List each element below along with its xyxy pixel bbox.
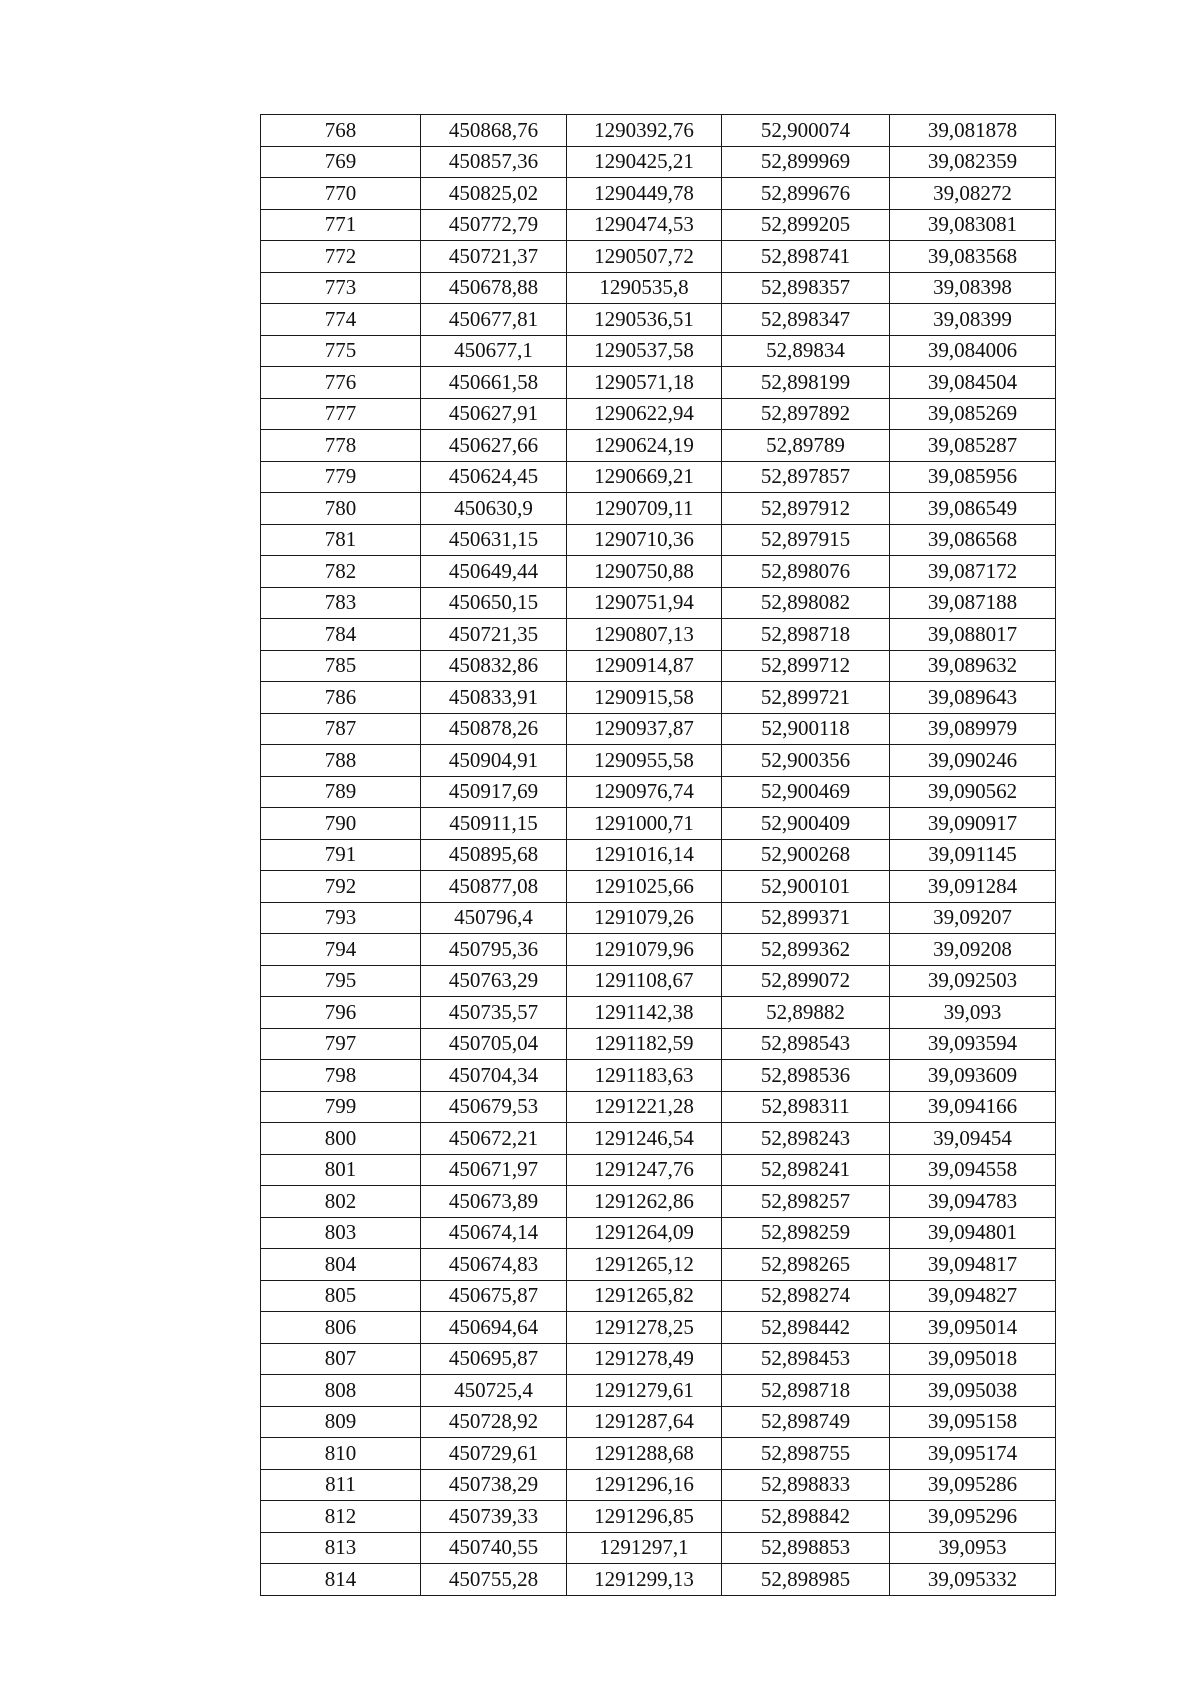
latitude-cell: 52,900469 (722, 776, 890, 808)
table-row (261, 1217, 1056, 1249)
x-coordinate-cell: 450772,79 (421, 209, 567, 241)
point-number-cell: 783 (261, 587, 421, 619)
document-page (260, 114, 1055, 1596)
table-row (261, 776, 1056, 808)
point-number-cell: 798 (261, 1060, 421, 1092)
table-row (261, 902, 1056, 934)
longitude-cell: 39,090246 (890, 745, 1056, 777)
x-coordinate-cell: 450796,4 (421, 902, 567, 934)
table-row (261, 1532, 1056, 1564)
longitude-cell: 39,093609 (890, 1060, 1056, 1092)
latitude-cell: 52,899712 (722, 650, 890, 682)
table-row (261, 115, 1056, 147)
point-number-cell: 802 (261, 1186, 421, 1218)
x-coordinate-cell: 450661,58 (421, 367, 567, 399)
latitude-cell: 52,898442 (722, 1312, 890, 1344)
longitude-cell: 39,095332 (890, 1564, 1056, 1596)
latitude-cell: 52,898755 (722, 1438, 890, 1470)
x-coordinate-cell: 450721,35 (421, 619, 567, 651)
point-number-cell: 772 (261, 241, 421, 273)
point-number-cell: 786 (261, 682, 421, 714)
x-coordinate-cell: 450677,81 (421, 304, 567, 336)
latitude-cell: 52,898749 (722, 1406, 890, 1438)
longitude-cell: 39,093 (890, 997, 1056, 1029)
longitude-cell: 39,094783 (890, 1186, 1056, 1218)
latitude-cell: 52,898311 (722, 1091, 890, 1123)
y-coordinate-cell: 1291279,61 (567, 1375, 722, 1407)
longitude-cell: 39,0953 (890, 1532, 1056, 1564)
y-coordinate-cell: 1291000,71 (567, 808, 722, 840)
point-number-cell: 810 (261, 1438, 421, 1470)
latitude-cell: 52,898347 (722, 304, 890, 336)
longitude-cell: 39,089632 (890, 650, 1056, 682)
point-number-cell: 782 (261, 556, 421, 588)
latitude-cell: 52,898543 (722, 1028, 890, 1060)
point-number-cell: 768 (261, 115, 421, 147)
x-coordinate-cell: 450728,92 (421, 1406, 567, 1438)
x-coordinate-cell: 450857,36 (421, 146, 567, 178)
latitude-cell: 52,898274 (722, 1280, 890, 1312)
y-coordinate-cell: 1291299,13 (567, 1564, 722, 1596)
latitude-cell: 52,900409 (722, 808, 890, 840)
table-row (261, 1375, 1056, 1407)
y-coordinate-cell: 1291297,1 (567, 1532, 722, 1564)
y-coordinate-cell: 1291183,63 (567, 1060, 722, 1092)
point-number-cell: 792 (261, 871, 421, 903)
table-row (261, 1028, 1056, 1060)
point-number-cell: 806 (261, 1312, 421, 1344)
latitude-cell: 52,899371 (722, 902, 890, 934)
y-coordinate-cell: 1290914,87 (567, 650, 722, 682)
point-number-cell: 773 (261, 272, 421, 304)
table-row (261, 619, 1056, 651)
point-number-cell: 780 (261, 493, 421, 525)
y-coordinate-cell: 1291264,09 (567, 1217, 722, 1249)
y-coordinate-cell: 1290622,94 (567, 398, 722, 430)
y-coordinate-cell: 1290807,13 (567, 619, 722, 651)
x-coordinate-cell: 450832,86 (421, 650, 567, 682)
x-coordinate-cell: 450694,64 (421, 1312, 567, 1344)
point-number-cell: 791 (261, 839, 421, 871)
point-number-cell: 800 (261, 1123, 421, 1155)
x-coordinate-cell: 450735,57 (421, 997, 567, 1029)
table-row (261, 1249, 1056, 1281)
x-coordinate-cell: 450729,61 (421, 1438, 567, 1470)
table-row (261, 1406, 1056, 1438)
table-row (261, 146, 1056, 178)
latitude-cell: 52,897912 (722, 493, 890, 525)
latitude-cell: 52,899205 (722, 209, 890, 241)
longitude-cell: 39,085956 (890, 461, 1056, 493)
y-coordinate-cell: 1291296,85 (567, 1501, 722, 1533)
y-coordinate-cell: 1290474,53 (567, 209, 722, 241)
y-coordinate-cell: 1291265,82 (567, 1280, 722, 1312)
y-coordinate-cell: 1290710,36 (567, 524, 722, 556)
point-number-cell: 799 (261, 1091, 421, 1123)
y-coordinate-cell: 1291079,96 (567, 934, 722, 966)
table-row (261, 1469, 1056, 1501)
table-row (261, 1154, 1056, 1186)
y-coordinate-cell: 1291025,66 (567, 871, 722, 903)
y-coordinate-cell: 1290449,78 (567, 178, 722, 210)
point-number-cell: 789 (261, 776, 421, 808)
table-row (261, 367, 1056, 399)
table-row (261, 1186, 1056, 1218)
point-number-cell: 812 (261, 1501, 421, 1533)
longitude-cell: 39,095014 (890, 1312, 1056, 1344)
y-coordinate-cell: 1291182,59 (567, 1028, 722, 1060)
latitude-cell: 52,898833 (722, 1469, 890, 1501)
x-coordinate-cell: 450878,26 (421, 713, 567, 745)
y-coordinate-cell: 1291278,25 (567, 1312, 722, 1344)
table-row (261, 1060, 1056, 1092)
point-number-cell: 807 (261, 1343, 421, 1375)
longitude-cell: 39,09207 (890, 902, 1056, 934)
longitude-cell: 39,087188 (890, 587, 1056, 619)
longitude-cell: 39,095296 (890, 1501, 1056, 1533)
latitude-cell: 52,898257 (722, 1186, 890, 1218)
x-coordinate-cell: 450705,04 (421, 1028, 567, 1060)
y-coordinate-cell: 1291246,54 (567, 1123, 722, 1155)
x-coordinate-cell: 450825,02 (421, 178, 567, 210)
x-coordinate-cell: 450675,87 (421, 1280, 567, 1312)
coordinates-table (260, 114, 1056, 1596)
point-number-cell: 794 (261, 934, 421, 966)
x-coordinate-cell: 450755,28 (421, 1564, 567, 1596)
x-coordinate-cell: 450695,87 (421, 1343, 567, 1375)
table-row (261, 209, 1056, 241)
latitude-cell: 52,900356 (722, 745, 890, 777)
longitude-cell: 39,086549 (890, 493, 1056, 525)
table-row (261, 934, 1056, 966)
table-row (261, 430, 1056, 462)
point-number-cell: 796 (261, 997, 421, 1029)
longitude-cell: 39,084504 (890, 367, 1056, 399)
point-number-cell: 793 (261, 902, 421, 934)
longitude-cell: 39,094817 (890, 1249, 1056, 1281)
x-coordinate-cell: 450674,14 (421, 1217, 567, 1249)
longitude-cell: 39,091145 (890, 839, 1056, 871)
x-coordinate-cell: 450725,4 (421, 1375, 567, 1407)
latitude-cell: 52,899362 (722, 934, 890, 966)
x-coordinate-cell: 450911,15 (421, 808, 567, 840)
x-coordinate-cell: 450673,89 (421, 1186, 567, 1218)
latitude-cell: 52,89834 (722, 335, 890, 367)
y-coordinate-cell: 1290669,21 (567, 461, 722, 493)
latitude-cell: 52,899676 (722, 178, 890, 210)
table-row (261, 493, 1056, 525)
latitude-cell: 52,898082 (722, 587, 890, 619)
point-number-cell: 781 (261, 524, 421, 556)
point-number-cell: 784 (261, 619, 421, 651)
table-row (261, 839, 1056, 871)
table-row (261, 871, 1056, 903)
longitude-cell: 39,08272 (890, 178, 1056, 210)
latitude-cell: 52,900268 (722, 839, 890, 871)
point-number-cell: 811 (261, 1469, 421, 1501)
y-coordinate-cell: 1290507,72 (567, 241, 722, 273)
point-number-cell: 787 (261, 713, 421, 745)
point-number-cell: 774 (261, 304, 421, 336)
table-row (261, 1343, 1056, 1375)
point-number-cell: 797 (261, 1028, 421, 1060)
latitude-cell: 52,898243 (722, 1123, 890, 1155)
latitude-cell: 52,898453 (722, 1343, 890, 1375)
longitude-cell: 39,094558 (890, 1154, 1056, 1186)
y-coordinate-cell: 1290624,19 (567, 430, 722, 462)
y-coordinate-cell: 1290955,58 (567, 745, 722, 777)
longitude-cell: 39,091284 (890, 871, 1056, 903)
longitude-cell: 39,095018 (890, 1343, 1056, 1375)
table-row (261, 304, 1056, 336)
y-coordinate-cell: 1290709,11 (567, 493, 722, 525)
longitude-cell: 39,094166 (890, 1091, 1056, 1123)
longitude-cell: 39,090917 (890, 808, 1056, 840)
y-coordinate-cell: 1291278,49 (567, 1343, 722, 1375)
y-coordinate-cell: 1291262,86 (567, 1186, 722, 1218)
x-coordinate-cell: 450649,44 (421, 556, 567, 588)
x-coordinate-cell: 450795,36 (421, 934, 567, 966)
y-coordinate-cell: 1290937,87 (567, 713, 722, 745)
x-coordinate-cell: 450917,69 (421, 776, 567, 808)
longitude-cell: 39,090562 (890, 776, 1056, 808)
x-coordinate-cell: 450679,53 (421, 1091, 567, 1123)
x-coordinate-cell: 450895,68 (421, 839, 567, 871)
y-coordinate-cell: 1291247,76 (567, 1154, 722, 1186)
y-coordinate-cell: 1290392,76 (567, 115, 722, 147)
longitude-cell: 39,085287 (890, 430, 1056, 462)
y-coordinate-cell: 1290751,94 (567, 587, 722, 619)
latitude-cell: 52,898241 (722, 1154, 890, 1186)
point-number-cell: 813 (261, 1532, 421, 1564)
table-row (261, 650, 1056, 682)
point-number-cell: 803 (261, 1217, 421, 1249)
latitude-cell: 52,898741 (722, 241, 890, 273)
y-coordinate-cell: 1290537,58 (567, 335, 722, 367)
table-row (261, 1438, 1056, 1470)
x-coordinate-cell: 450627,91 (421, 398, 567, 430)
y-coordinate-cell: 1290915,58 (567, 682, 722, 714)
latitude-cell: 52,899969 (722, 146, 890, 178)
point-number-cell: 801 (261, 1154, 421, 1186)
x-coordinate-cell: 450738,29 (421, 1469, 567, 1501)
y-coordinate-cell: 1290536,51 (567, 304, 722, 336)
x-coordinate-cell: 450877,08 (421, 871, 567, 903)
latitude-cell: 52,900118 (722, 713, 890, 745)
latitude-cell: 52,898357 (722, 272, 890, 304)
table-row (261, 241, 1056, 273)
x-coordinate-cell: 450721,37 (421, 241, 567, 273)
y-coordinate-cell: 1291079,26 (567, 902, 722, 934)
latitude-cell: 52,89789 (722, 430, 890, 462)
x-coordinate-cell: 450740,55 (421, 1532, 567, 1564)
x-coordinate-cell: 450678,88 (421, 272, 567, 304)
table-row (261, 461, 1056, 493)
latitude-cell: 52,898853 (722, 1532, 890, 1564)
y-coordinate-cell: 1291221,28 (567, 1091, 722, 1123)
coordinates-table-body (261, 115, 1056, 1596)
point-number-cell: 770 (261, 178, 421, 210)
latitude-cell: 52,899072 (722, 965, 890, 997)
x-coordinate-cell: 450739,33 (421, 1501, 567, 1533)
x-coordinate-cell: 450674,83 (421, 1249, 567, 1281)
y-coordinate-cell: 1291288,68 (567, 1438, 722, 1470)
x-coordinate-cell: 450631,15 (421, 524, 567, 556)
point-number-cell: 775 (261, 335, 421, 367)
y-coordinate-cell: 1291296,16 (567, 1469, 722, 1501)
longitude-cell: 39,093594 (890, 1028, 1056, 1060)
table-row (261, 272, 1056, 304)
longitude-cell: 39,083081 (890, 209, 1056, 241)
point-number-cell: 790 (261, 808, 421, 840)
latitude-cell: 52,898259 (722, 1217, 890, 1249)
x-coordinate-cell: 450672,21 (421, 1123, 567, 1155)
point-number-cell: 785 (261, 650, 421, 682)
longitude-cell: 39,081878 (890, 115, 1056, 147)
point-number-cell: 778 (261, 430, 421, 462)
x-coordinate-cell: 450624,45 (421, 461, 567, 493)
longitude-cell: 39,082359 (890, 146, 1056, 178)
latitude-cell: 52,898842 (722, 1501, 890, 1533)
y-coordinate-cell: 1290425,21 (567, 146, 722, 178)
longitude-cell: 39,087172 (890, 556, 1056, 588)
latitude-cell: 52,900074 (722, 115, 890, 147)
table-row (261, 745, 1056, 777)
latitude-cell: 52,898718 (722, 1375, 890, 1407)
longitude-cell: 39,08398 (890, 272, 1056, 304)
y-coordinate-cell: 1290571,18 (567, 367, 722, 399)
latitude-cell: 52,898718 (722, 619, 890, 651)
table-row (261, 335, 1056, 367)
table-row (261, 1280, 1056, 1312)
x-coordinate-cell: 450868,76 (421, 115, 567, 147)
table-row (261, 682, 1056, 714)
latitude-cell: 52,89882 (722, 997, 890, 1029)
point-number-cell: 795 (261, 965, 421, 997)
point-number-cell: 805 (261, 1280, 421, 1312)
longitude-cell: 39,094801 (890, 1217, 1056, 1249)
point-number-cell: 808 (261, 1375, 421, 1407)
table-row (261, 587, 1056, 619)
table-row (261, 713, 1056, 745)
latitude-cell: 52,898985 (722, 1564, 890, 1596)
longitude-cell: 39,084006 (890, 335, 1056, 367)
longitude-cell: 39,083568 (890, 241, 1056, 273)
x-coordinate-cell: 450627,66 (421, 430, 567, 462)
longitude-cell: 39,085269 (890, 398, 1056, 430)
table-row (261, 997, 1056, 1029)
longitude-cell: 39,089979 (890, 713, 1056, 745)
latitude-cell: 52,899721 (722, 682, 890, 714)
y-coordinate-cell: 1291265,12 (567, 1249, 722, 1281)
longitude-cell: 39,086568 (890, 524, 1056, 556)
y-coordinate-cell: 1290976,74 (567, 776, 722, 808)
y-coordinate-cell: 1291016,14 (567, 839, 722, 871)
latitude-cell: 52,898076 (722, 556, 890, 588)
latitude-cell: 52,898265 (722, 1249, 890, 1281)
longitude-cell: 39,09454 (890, 1123, 1056, 1155)
point-number-cell: 809 (261, 1406, 421, 1438)
longitude-cell: 39,092503 (890, 965, 1056, 997)
table-row (261, 965, 1056, 997)
x-coordinate-cell: 450671,97 (421, 1154, 567, 1186)
latitude-cell: 52,897915 (722, 524, 890, 556)
point-number-cell: 776 (261, 367, 421, 399)
y-coordinate-cell: 1290535,8 (567, 272, 722, 304)
table-row (261, 1091, 1056, 1123)
latitude-cell: 52,897892 (722, 398, 890, 430)
table-row (261, 1312, 1056, 1344)
point-number-cell: 814 (261, 1564, 421, 1596)
x-coordinate-cell: 450763,29 (421, 965, 567, 997)
y-coordinate-cell: 1291142,38 (567, 997, 722, 1029)
latitude-cell: 52,898536 (722, 1060, 890, 1092)
table-row (261, 524, 1056, 556)
point-number-cell: 788 (261, 745, 421, 777)
table-row (261, 1564, 1056, 1596)
longitude-cell: 39,095158 (890, 1406, 1056, 1438)
table-row (261, 1123, 1056, 1155)
x-coordinate-cell: 450630,9 (421, 493, 567, 525)
latitude-cell: 52,900101 (722, 871, 890, 903)
table-row (261, 178, 1056, 210)
longitude-cell: 39,089643 (890, 682, 1056, 714)
table-row (261, 398, 1056, 430)
x-coordinate-cell: 450833,91 (421, 682, 567, 714)
longitude-cell: 39,095174 (890, 1438, 1056, 1470)
table-row (261, 556, 1056, 588)
point-number-cell: 769 (261, 146, 421, 178)
latitude-cell: 52,898199 (722, 367, 890, 399)
x-coordinate-cell: 450904,91 (421, 745, 567, 777)
point-number-cell: 777 (261, 398, 421, 430)
table-row (261, 1501, 1056, 1533)
point-number-cell: 804 (261, 1249, 421, 1281)
longitude-cell: 39,08399 (890, 304, 1056, 336)
x-coordinate-cell: 450677,1 (421, 335, 567, 367)
point-number-cell: 771 (261, 209, 421, 241)
y-coordinate-cell: 1291287,64 (567, 1406, 722, 1438)
longitude-cell: 39,09208 (890, 934, 1056, 966)
longitude-cell: 39,094827 (890, 1280, 1056, 1312)
longitude-cell: 39,095286 (890, 1469, 1056, 1501)
table-row (261, 808, 1056, 840)
x-coordinate-cell: 450704,34 (421, 1060, 567, 1092)
y-coordinate-cell: 1291108,67 (567, 965, 722, 997)
point-number-cell: 779 (261, 461, 421, 493)
longitude-cell: 39,088017 (890, 619, 1056, 651)
x-coordinate-cell: 450650,15 (421, 587, 567, 619)
y-coordinate-cell: 1290750,88 (567, 556, 722, 588)
latitude-cell: 52,897857 (722, 461, 890, 493)
longitude-cell: 39,095038 (890, 1375, 1056, 1407)
